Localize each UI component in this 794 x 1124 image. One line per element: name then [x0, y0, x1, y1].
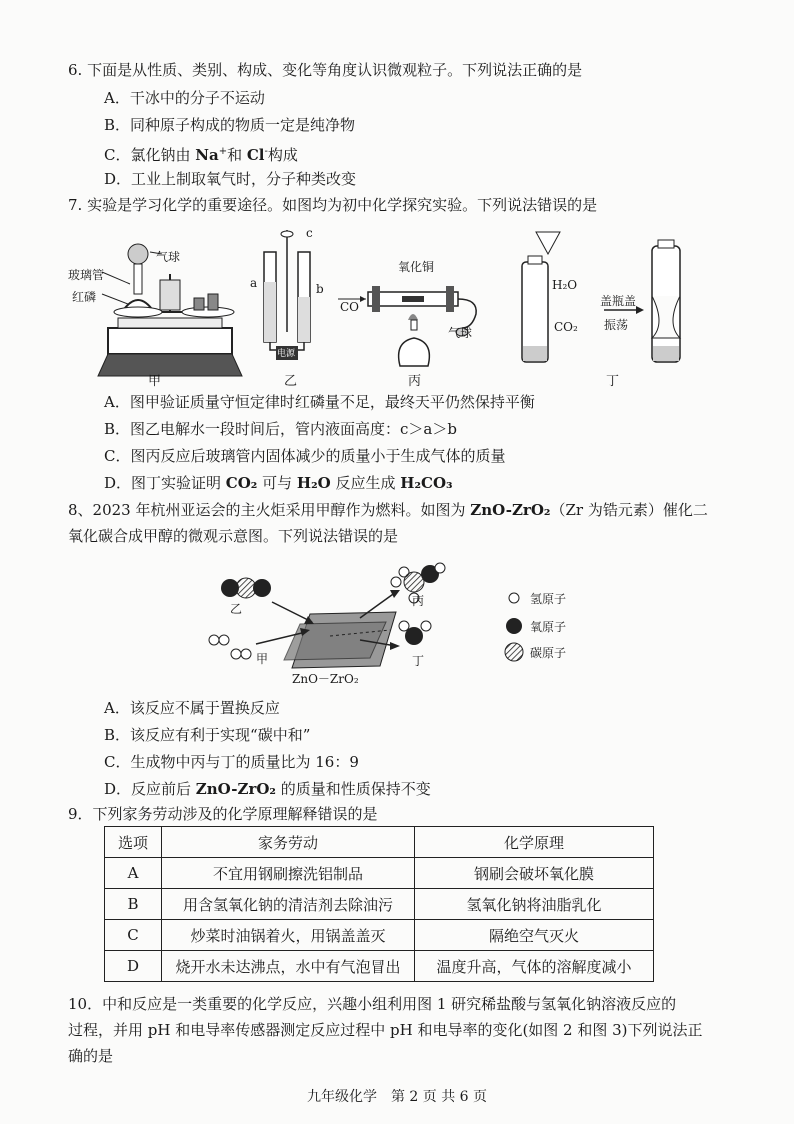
- legend-carbon: 碳原子: [530, 646, 567, 660]
- yi-c-label: c: [306, 226, 313, 240]
- ding-co2-label: CO₂: [554, 320, 578, 334]
- q7-option-b: B．图乙电解水一段时间后，管内液面高度：c＞a＞b: [104, 420, 457, 438]
- table-row: [105, 889, 654, 920]
- q6-c-and: 和: [227, 146, 247, 164]
- legend-hydrogen: 氢原子: [530, 592, 567, 606]
- q6-option-c: [104, 142, 298, 165]
- table-row: [105, 858, 654, 889]
- q7-d-co2: CO₂: [225, 474, 258, 492]
- q6-option-b: B．同种原子构成的物质一定是纯净物: [104, 116, 356, 134]
- cell-principle: 隔绝空气灭火: [415, 920, 654, 951]
- q7-d-h2co3: H₂CO₃: [400, 474, 453, 492]
- header-chore: 家务劳动: [162, 827, 415, 858]
- yi-a-label: a: [250, 276, 258, 290]
- yi-power-label: 电源: [277, 349, 296, 359]
- q7-option-c: C．图丙反应后玻璃管内固体减少的质量小于生成气体的质量: [104, 447, 506, 465]
- q8-stem-line2: 氧化碳合成甲醇的微观示意图。下列说法错误的是: [68, 527, 399, 545]
- bing-caption: 丙: [408, 374, 422, 389]
- q8-d-prefix: D．反应前后: [104, 780, 196, 798]
- q7-figure-yi: [250, 222, 330, 362]
- q9-stem: 9．下列家务劳动涉及的化学原理解释错误的是: [68, 805, 378, 823]
- q6-c-sup1: +: [218, 146, 228, 157]
- q7-d-prefix: D．图丁实验证明: [104, 474, 226, 492]
- q7-d-mid2: 反应生成: [330, 474, 401, 492]
- cell-principle: 温度升高，气体的溶解度减小: [415, 951, 654, 982]
- q6-c-na: Na: [195, 146, 219, 164]
- q8-yi-label: 乙: [230, 602, 243, 616]
- q8-option-c: C．生成物中丙与丁的质量比为 16：9: [104, 753, 359, 771]
- q10-line1: 10．中和反应是一类重要的化学反应，兴趣小组利用图 1 研究稀盐酸与氢氧化钠溶液反应的: [68, 995, 677, 1013]
- q8-jia-label: 甲: [256, 652, 269, 666]
- ding-h2o-label: H₂O: [552, 278, 578, 292]
- q8-option-d: [104, 779, 431, 799]
- q8-option-b: B．该反应有利于实现“碳中和”: [104, 726, 311, 744]
- q6-c-sup2: -: [264, 146, 268, 157]
- cell-option: C: [105, 920, 162, 951]
- legend-oxygen: 氧原子: [530, 620, 567, 634]
- q7-option-d: [104, 473, 453, 493]
- cell-option: B: [105, 889, 162, 920]
- q8-stem-line1: [68, 500, 708, 520]
- cell-principle: 氢氧化钠将油脂乳化: [415, 889, 654, 920]
- jia-caption: 甲: [148, 374, 162, 389]
- ding-caption: 丁: [606, 374, 620, 389]
- q6-c-cl: Cl: [246, 146, 265, 164]
- cell-chore: 不宜用钢刷擦洗铝制品: [162, 858, 415, 889]
- jia-phosphorus-label: 红磷: [72, 290, 97, 304]
- jia-balloon-label: 气球: [156, 250, 181, 264]
- q7-option-a: A．图甲验证质量守恒定律时红磷量不足，最终天平仍然保持平衡: [104, 393, 535, 411]
- cell-chore: 烧开水未达沸点，水中有气泡冒出: [162, 951, 415, 982]
- q8-stem-prefix: 8、2023 年杭州亚运会的主火炬采用甲醇作为燃料。如图为: [68, 501, 471, 519]
- ding-arrow-label-2: 振荡: [604, 318, 629, 332]
- bing-cuo-label: 氧化铜: [398, 260, 435, 274]
- q8-d-catalyst: ZnO-ZrO₂: [195, 780, 276, 798]
- cell-chore: 用含氢氧化钠的清洁剂去除油污: [162, 889, 415, 920]
- q10-line3: 确的是: [68, 1047, 114, 1065]
- q7-d-h2o: H₂O: [296, 474, 331, 492]
- jia-tube-label: 玻璃管: [68, 268, 105, 282]
- cell-option: D: [105, 951, 162, 982]
- cell-option: A: [105, 858, 162, 889]
- yi-caption: 乙: [284, 374, 298, 389]
- q8-figure: [200, 558, 620, 690]
- q7-stem: 7. 实验是学习化学的重要途径。如图均为初中化学探究实验。下列说法错误的是: [68, 196, 598, 214]
- q6-option-a: A．干冰中的分子不运动: [104, 89, 265, 107]
- cell-chore: 炒菜时油锅着火，用锅盖盖灭: [162, 920, 415, 951]
- table-row: [105, 951, 654, 982]
- q8-option-a: A．该反应不属于置换反应: [104, 699, 280, 717]
- q8-stem-postfix: （Zr 为锆元素）催化二: [550, 501, 708, 519]
- q7-figure-bing: [338, 258, 488, 368]
- q9-table: [104, 826, 654, 982]
- bing-co-label: CO: [340, 300, 360, 314]
- header-principle: 化学原理: [415, 827, 654, 858]
- q8-bing-label: 丙: [412, 594, 425, 608]
- page-footer: 九年级化学 第 2 页 共 6 页: [306, 1089, 488, 1105]
- header-option: 选项: [105, 827, 162, 858]
- q6-c-postfix: 构成: [267, 146, 298, 164]
- q7-d-mid: 可与: [257, 474, 297, 492]
- q6-stem: 6. 下面是从性质、类别、构成、变化等角度认识微观粒子。下列说法正确的是: [68, 61, 583, 79]
- q8-stem-catalyst: ZnO-ZrO₂: [470, 501, 551, 519]
- q8-d-postfix: 的质量和性质保持不变: [275, 780, 431, 798]
- q8-ding-label: 丁: [412, 654, 425, 668]
- bing-balloon-label: 气球: [448, 326, 473, 340]
- q7-figure-ding: [508, 226, 698, 366]
- q7-figure-jia: [68, 228, 248, 386]
- table-row: [105, 920, 654, 951]
- q6-c-prefix: C．氯化钠由: [104, 146, 196, 164]
- ding-arrow-label-1: 盖瓶盖: [600, 294, 637, 308]
- q10-line2: 过程，并用 pH 和电导率传感器测定反应过程中 pH 和电导率的变化(如图 2 和图 3)下列说法正: [68, 1021, 703, 1039]
- table-header-row: [105, 827, 654, 858]
- yi-b-label: b: [316, 282, 324, 296]
- q6-option-d: D．工业上制取氧气时，分子种类改变: [104, 170, 357, 188]
- q8-catalyst-label: ZnO－ZrO₂: [292, 672, 359, 686]
- cell-principle: 钢刷会破坏氧化膜: [415, 858, 654, 889]
